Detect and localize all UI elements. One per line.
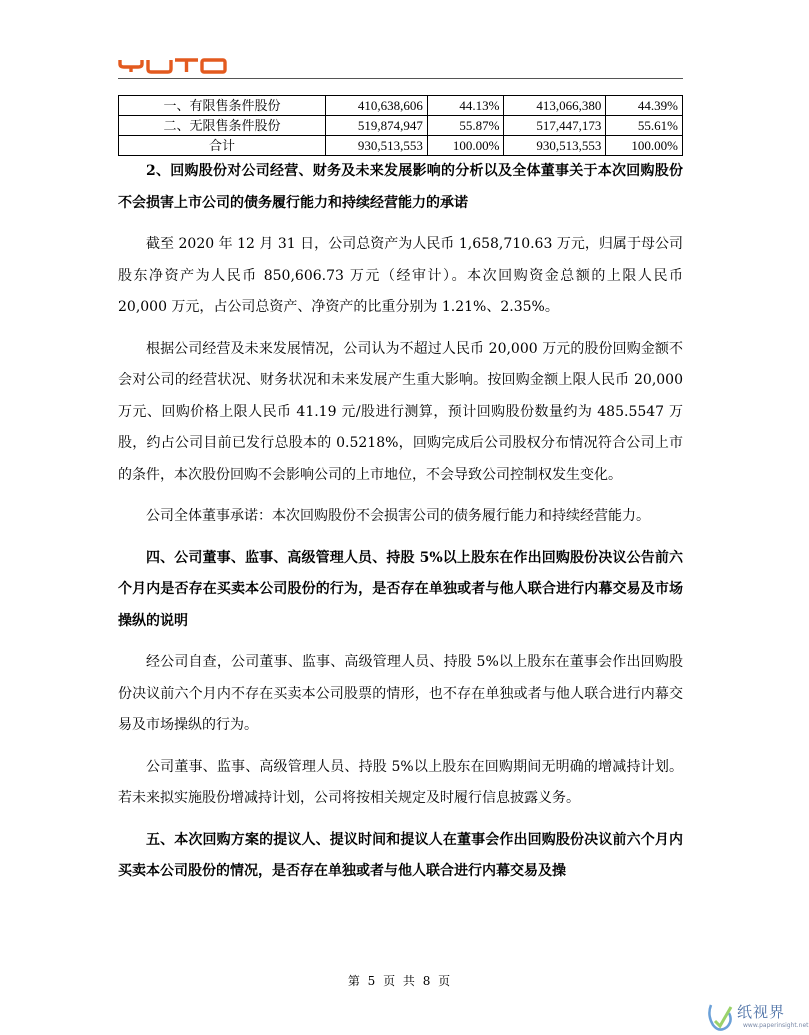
table-cell-shares-before: 930,513,553 (326, 136, 428, 156)
yuto-logo (118, 58, 228, 74)
section-heading: 四、公司董事、监事、高级管理人员、持股 5%以上股东在作出回购股份决议公告前六个月内是否存在买卖本公司股份的行为，是否存在单独或者与他人联合进行内幕交易及市场操纵的说明 (118, 549, 683, 629)
header-divider (118, 78, 683, 79)
table-cell-pct-after: 100.00% (606, 136, 683, 156)
section-heading: 五、本次回购方案的提议人、提议时间和提议人在董事会作出回购股份决议前六个月内买卖本公司股份的情况，是否存在单独或者与他人联合进行内幕交易及操 (118, 831, 683, 879)
share-structure-table (118, 95, 683, 156)
table-row (119, 116, 683, 136)
body-paragraph: 公司全体董事承诺：本次回购股份不会损害公司的债务履行能力和持续经营能力。 (146, 508, 650, 524)
table-cell-shares-after: 517,447,173 (504, 116, 606, 136)
document-body (118, 156, 683, 898)
table-cell-pct-after: 55.61% (606, 116, 683, 136)
table-cell-pct-before: 100.00% (427, 136, 504, 156)
table-cell-shares-before: 410,638,606 (326, 96, 428, 116)
section-heading: 2、回购股份对公司经营、财务及未来发展影响的分析以及全体董事关于本次回购股份不会损害上市公司的债务履行能力和持续经营能力的承诺 (118, 163, 683, 211)
watermark-name: 纸视界 (737, 1003, 786, 1021)
table-row (119, 136, 683, 156)
body-paragraph: 截至 2020 年 12 月 31 日，公司总资产为人民币 1,658,710.63 万元，归属于母公司股东净资产为人民币 850,606.73 万元（经审计）。本次回购资金总额的上限人民币 20,000 万元，占公司总资产、净资产的比重分别为 1.21%、2.35%。 (118, 236, 683, 315)
table-cell-label: 二、无限售条件股份 (119, 116, 326, 136)
body-paragraph: 经公司自查，公司董事、监事、高级管理人员、持股 5%以上股东在董事会作出回购股份决议前六个月内不存在买卖本公司股票的情形，也不存在单独或者与他人联合进行内幕交易及市场操纵的行为。 (118, 654, 683, 733)
watermark (703, 1000, 809, 1035)
yuto-logo-mark (118, 58, 228, 74)
body-paragraph: 公司董事、监事、高级管理人员、持股 5%以上股东在回购期间无明确的增减持计划。若未来拟实施股份增减持计划，公司将按相关规定及时履行信息披露义务。 (118, 758, 683, 806)
watermark-logo-icon (705, 1001, 735, 1033)
table-cell-pct-after: 44.39% (606, 96, 683, 116)
watermark-url: www.paperinsight.net (743, 1022, 809, 1029)
page-number: 第 5 页 共 8 页 (347, 974, 453, 988)
table-cell-label: 合计 (119, 136, 326, 156)
table-cell-pct-before: 44.13% (427, 96, 504, 116)
body-paragraph: 根据公司经营及未来发展情况，公司认为不超过人民币 20,000 万元的股份回购金额不会对公司的经营状况、财务状况和未来发展产生重大影响。按回购金额上限人民币 20,000 万元、回购价格上限人民币 41.19 元/股进行测算，预计回购股份数量约为 485.5547 万股，约占公司目前已发行总股本的 0.5218%，回购完成后公司股权分布情况符合公司上市的条件，本次股份回购不会影响公司的上市地位，不会导致公司控制权发生变化。 (118, 340, 683, 483)
table-cell-shares-after: 413,066,380 (504, 96, 606, 116)
table-cell-pct-before: 55.87% (427, 116, 504, 136)
table-row (119, 96, 683, 116)
table-cell-label: 一、有限售条件股份 (119, 96, 326, 116)
table-cell-shares-before: 519,874,947 (326, 116, 428, 136)
table-cell-shares-after: 930,513,553 (504, 136, 606, 156)
